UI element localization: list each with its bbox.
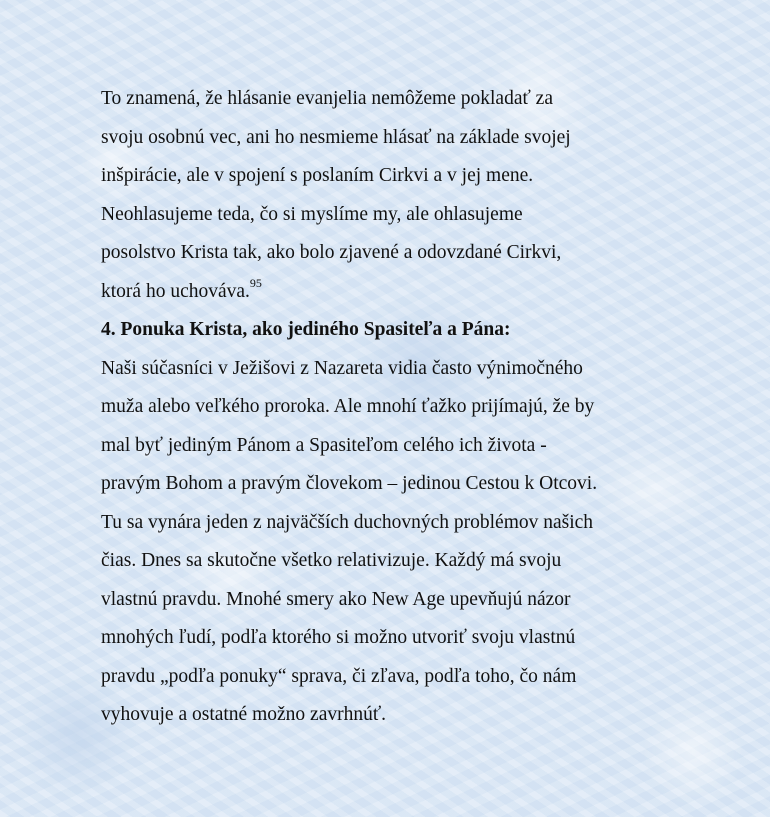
text-line: inšpirácie, ale v spojení s poslaním Cirkvi a v jej mene.	[101, 165, 534, 186]
text-line: mal byť jediným Pánom a Spasiteľom celého ich života -	[101, 434, 547, 456]
text-line: čias. Dnes sa skutočne všetko relativizuje. Každý má svoju	[101, 550, 562, 571]
text-line	[101, 273, 701, 312]
text-line: Tu sa vynára jeden z najväčších duchovných problémov našich	[101, 511, 594, 533]
document-page	[101, 80, 701, 735]
text-line: Naši súčasníci v Ježišovi z Nazareta vidia často výnimočného	[101, 357, 583, 379]
text-line: pravdu „podľa ponuky“ sprava, či zľava, podľa toho, čo nám	[101, 665, 577, 687]
text-line: To znamená, že hlásanie evanjelia nemôžeme pokladať za	[101, 88, 553, 109]
text-line-content: ktorá ho uchováva.	[101, 280, 250, 302]
text-line: posolstvo Krista tak, ako bolo zjavené a odovzdané Cirkvi,	[101, 242, 562, 263]
text-line: mnohých ľudí, podľa ktorého si možno utvoriť svoju vlastnú	[101, 627, 576, 648]
paragraph-2	[101, 350, 701, 735]
text-line: Neohlasujeme teda, čo si myslíme my, ale ohlasujeme	[101, 203, 523, 225]
section-heading: 4. Ponuka Krista, ako jediného Spasiteľa a Pána:	[101, 319, 511, 340]
text-line: vyhovuje a ostatné možno zavrhnúť.	[101, 704, 387, 725]
text-line: vlastnú pravdu. Mnohé smery ako New Age upevňujú názor	[101, 588, 571, 610]
footnote-marker: 95	[249, 276, 262, 290]
text-line: pravým Bohom a pravým človekom – jedinou Cestou k Otcovi.	[101, 473, 598, 494]
text-line: muža alebo veľkého proroka. Ale mnohí ťažko prijímajú, že by	[101, 396, 595, 417]
text-line: svoju osobnú vec, ani ho nesmieme hlásať na základe svojej	[101, 126, 571, 148]
paragraph-1	[101, 80, 701, 311]
